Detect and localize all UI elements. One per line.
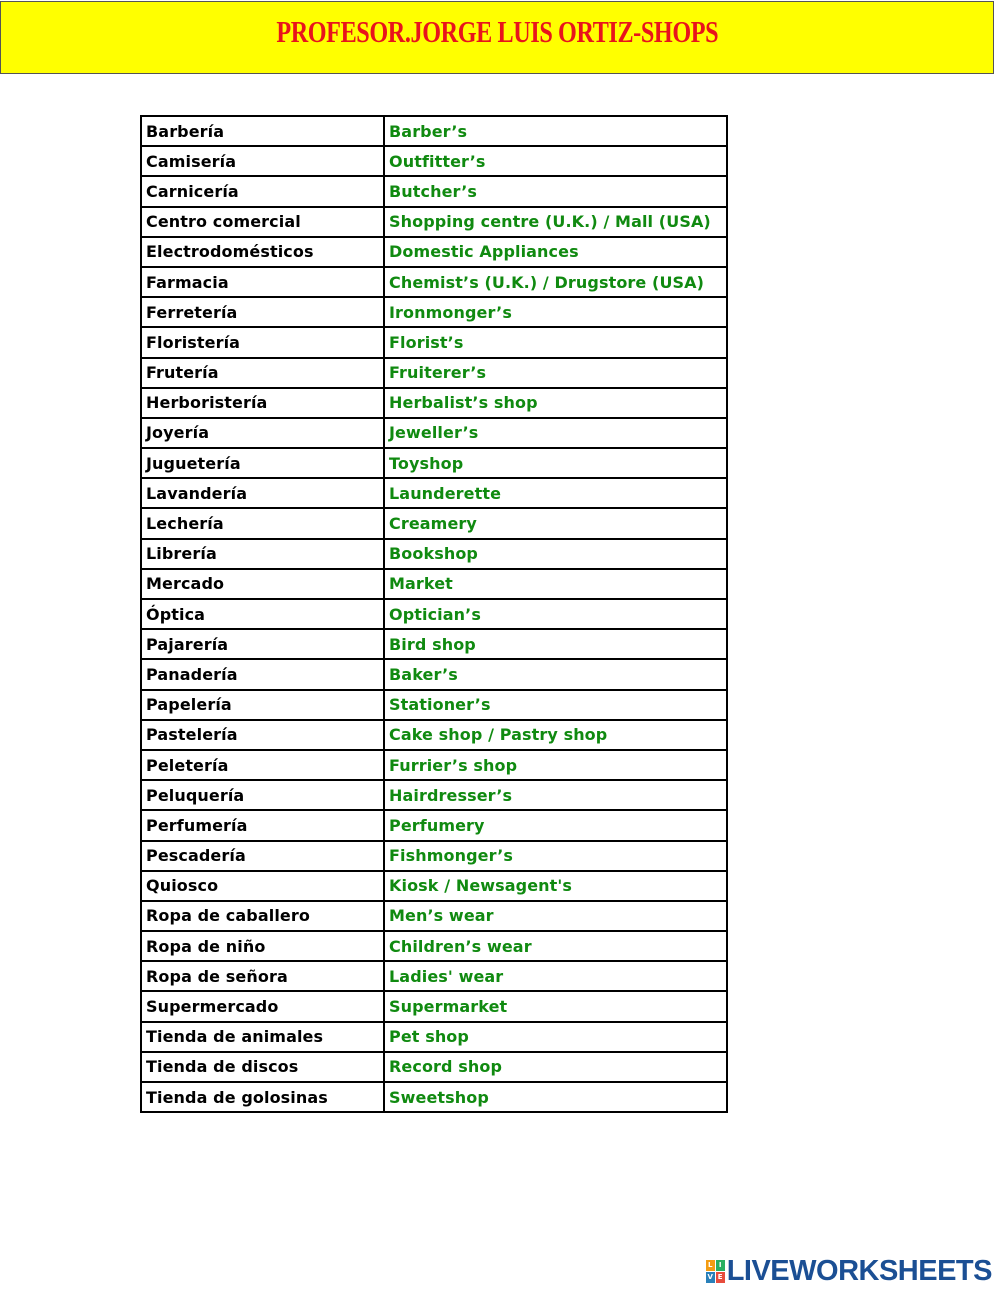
- spanish-term: Lechería: [141, 508, 384, 538]
- vocabulary-table: [140, 115, 728, 1113]
- vocabulary-table-body: [141, 116, 727, 1112]
- table-row: [141, 690, 727, 720]
- english-term: Ironmonger’s: [384, 297, 727, 327]
- table-row: [141, 388, 727, 418]
- english-term: Outfitter’s: [384, 146, 727, 176]
- spanish-term: Quiosco: [141, 871, 384, 901]
- logo-square: E: [716, 1272, 725, 1283]
- english-term: Market: [384, 569, 727, 599]
- spanish-term: Tienda de discos: [141, 1052, 384, 1082]
- spanish-term: Ropa de caballero: [141, 901, 384, 931]
- english-term: Sweetshop: [384, 1082, 727, 1112]
- table-row: [141, 659, 727, 689]
- liveworksheets-logo-icon: [706, 1260, 725, 1283]
- english-term: Ladies' wear: [384, 961, 727, 991]
- spanish-term: Pajarería: [141, 629, 384, 659]
- english-term: Stationer’s: [384, 690, 727, 720]
- table-row: [141, 478, 727, 508]
- title-banner: [0, 1, 994, 74]
- table-row: [141, 358, 727, 388]
- spanish-term: Pescadería: [141, 841, 384, 871]
- table-row: [141, 207, 727, 237]
- english-term: Pet shop: [384, 1022, 727, 1052]
- table-row: [141, 146, 727, 176]
- english-term: Launderette: [384, 478, 727, 508]
- page-title: PROFESOR.JORGE LUIS ORTIZ-SHOPS: [276, 14, 718, 49]
- english-term: Bookshop: [384, 539, 727, 569]
- spanish-term: Librería: [141, 539, 384, 569]
- table-row: [141, 327, 727, 357]
- spanish-term: Óptica: [141, 599, 384, 629]
- english-term: Fruiterer’s: [384, 358, 727, 388]
- table-row: [141, 539, 727, 569]
- table-row: [141, 750, 727, 780]
- spanish-term: Supermercado: [141, 991, 384, 1021]
- english-term: Kiosk / Newsagent's: [384, 871, 727, 901]
- spanish-term: Ropa de señora: [141, 961, 384, 991]
- spanish-term: Peletería: [141, 750, 384, 780]
- spanish-term: Pastelería: [141, 720, 384, 750]
- table-row: [141, 116, 727, 146]
- logo-square: I: [716, 1260, 725, 1271]
- table-row: [141, 448, 727, 478]
- english-term: Hairdresser’s: [384, 780, 727, 810]
- table-row: [141, 569, 727, 599]
- spanish-term: Carnicería: [141, 176, 384, 206]
- english-term: Shopping centre (U.K.) / Mall (USA): [384, 207, 727, 237]
- table-row: [141, 1022, 727, 1052]
- english-term: Bird shop: [384, 629, 727, 659]
- table-row: [141, 508, 727, 538]
- table-row: [141, 418, 727, 448]
- english-term: Barber’s: [384, 116, 727, 146]
- spanish-term: Perfumería: [141, 810, 384, 840]
- spanish-term: Tienda de animales: [141, 1022, 384, 1052]
- spanish-term: Juguetería: [141, 448, 384, 478]
- spanish-term: Farmacia: [141, 267, 384, 297]
- table-row: [141, 901, 727, 931]
- english-term: Men’s wear: [384, 901, 727, 931]
- english-term: Cake shop / Pastry shop: [384, 720, 727, 750]
- liveworksheets-brand: [706, 1254, 992, 1288]
- english-term: Furrier’s shop: [384, 750, 727, 780]
- spanish-term: Ropa de niño: [141, 931, 384, 961]
- english-term: Fishmonger’s: [384, 841, 727, 871]
- table-row: [141, 810, 727, 840]
- table-row: [141, 780, 727, 810]
- table-row: [141, 1082, 727, 1112]
- table-row: [141, 991, 727, 1021]
- english-term: Baker’s: [384, 659, 727, 689]
- brand-wordmark: LIVEWORKSHEETS: [726, 1254, 992, 1287]
- spanish-term: Panadería: [141, 659, 384, 689]
- english-term: Children’s wear: [384, 931, 727, 961]
- spanish-term: Herboristería: [141, 388, 384, 418]
- table-row: [141, 720, 727, 750]
- spanish-term: Floristería: [141, 327, 384, 357]
- english-term: Jeweller’s: [384, 418, 727, 448]
- spanish-term: Barbería: [141, 116, 384, 146]
- spanish-term: Ferretería: [141, 297, 384, 327]
- table-row: [141, 841, 727, 871]
- table-row: [141, 267, 727, 297]
- table-row: [141, 961, 727, 991]
- table-row: [141, 599, 727, 629]
- english-term: Perfumery: [384, 810, 727, 840]
- english-term: Creamery: [384, 508, 727, 538]
- spanish-term: Joyería: [141, 418, 384, 448]
- logo-square: L: [706, 1260, 715, 1271]
- table-row: [141, 237, 727, 267]
- table-row: [141, 297, 727, 327]
- spanish-term: Centro comercial: [141, 207, 384, 237]
- spanish-term: Electrodomésticos: [141, 237, 384, 267]
- english-term: Florist’s: [384, 327, 727, 357]
- table-row: [141, 176, 727, 206]
- table-row: [141, 871, 727, 901]
- english-term: Herbalist’s shop: [384, 388, 727, 418]
- english-term: Supermarket: [384, 991, 727, 1021]
- spanish-term: Mercado: [141, 569, 384, 599]
- spanish-term: Tienda de golosinas: [141, 1082, 384, 1112]
- english-term: Chemist’s (U.K.) / Drugstore (USA): [384, 267, 727, 297]
- english-term: Toyshop: [384, 448, 727, 478]
- spanish-term: Lavandería: [141, 478, 384, 508]
- spanish-term: Camisería: [141, 146, 384, 176]
- logo-square: V: [707, 1272, 713, 1281]
- spanish-term: Frutería: [141, 358, 384, 388]
- english-term: Optician’s: [384, 599, 727, 629]
- table-row: [141, 931, 727, 961]
- table-row: [141, 1052, 727, 1082]
- english-term: Domestic Appliances: [384, 237, 727, 267]
- table-row: [141, 629, 727, 659]
- spanish-term: Peluquería: [141, 780, 384, 810]
- english-term: Butcher’s: [384, 176, 727, 206]
- english-term: Record shop: [384, 1052, 727, 1082]
- spanish-term: Papelería: [141, 690, 384, 720]
